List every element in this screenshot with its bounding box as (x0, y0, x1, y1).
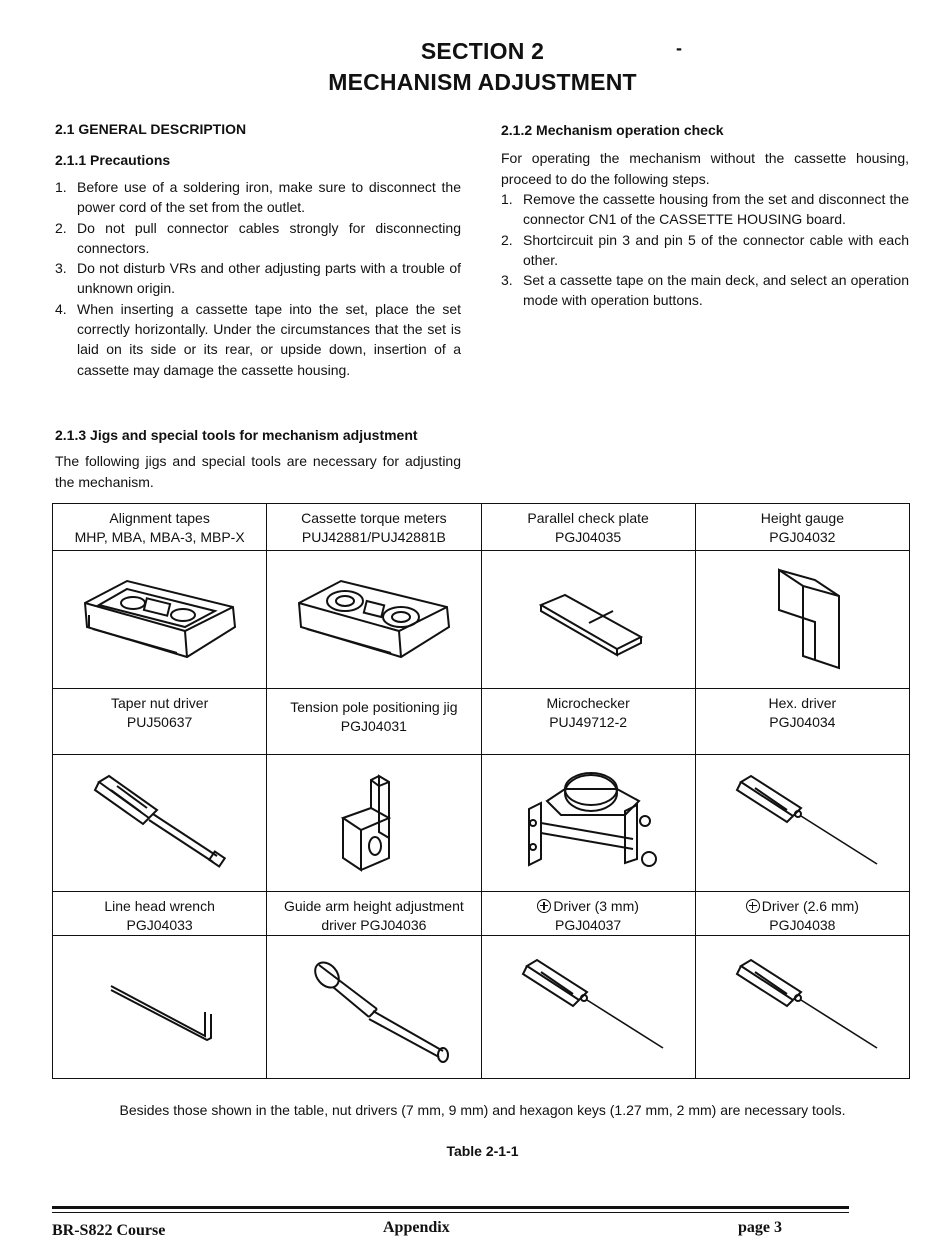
tool-image-cell (695, 551, 909, 689)
plus-circle-icon (746, 899, 760, 913)
tool-image-cell (481, 936, 695, 1079)
operation-check-heading: 2.1.2 Mechanism operation check (501, 122, 724, 138)
tool-image-cell (267, 936, 481, 1079)
footer-page-number: page 3 (738, 1219, 782, 1236)
footer-course: BR-S822 Course (52, 1222, 166, 1239)
tool-image-cell (267, 551, 481, 689)
footer-divider (52, 1206, 849, 1209)
torque-meter-icon (279, 565, 469, 675)
tool-label-cassette-torque-meters: Cassette torque meters PUJ42881/PUJ42881B (267, 504, 481, 551)
list-item: 2. Do not pull connector cables strongly for disconnecting connectors. (55, 219, 461, 256)
tools-table (52, 503, 910, 1079)
precautions-heading: 2.1.1 Precautions (55, 152, 171, 168)
tool-label-driver-3mm: Driver (3 mm) PGJ04037 (481, 892, 695, 936)
tool-image-cell (267, 755, 481, 892)
screwdriver-icon (707, 768, 897, 878)
tool-label-parallel-check-plate: Parallel check plate PGJ04035 (481, 504, 695, 551)
footer-section: Appendix (383, 1219, 450, 1236)
screwdriver-icon (707, 952, 897, 1062)
tool-image-cell (695, 936, 909, 1079)
tool-image-cell (53, 755, 267, 892)
tool-label-microchecker: Microchecker PUJ49712-2 (481, 689, 695, 755)
tool-image-cell (481, 551, 695, 689)
height-gauge-icon (707, 560, 897, 680)
list-item: 1. Before use of a soldering iron, make sure to disconnect the power cord of the set from the outlet. (55, 179, 461, 216)
tool-image-cell (53, 551, 267, 689)
plus-circle-icon (537, 899, 551, 913)
page-title: MECHANISM ADJUSTMENT (328, 69, 637, 95)
tool-label-guide-arm-driver: Guide arm height adjustment driver PGJ04036 (267, 892, 481, 936)
list-item: 3. Do not disturb VRs and other adjusting parts with a trouble of unknown origin. (55, 260, 461, 297)
tool-label-alignment-tapes: Alignment tapes MHP, MBA, MBA-3, MBP-X (53, 504, 267, 551)
tool-image-cell (481, 755, 695, 892)
guide-driver-icon (279, 947, 469, 1067)
hex-wrench-icon (65, 952, 255, 1062)
jigs-intro: The following jigs and special tools are necessary for adjusting the mechanism. (55, 453, 461, 490)
operation-intro: For operating the mechanism without the cassette housing, proceed to do the following steps. (501, 150, 909, 187)
footer-divider (52, 1212, 849, 1213)
general-description-heading: 2.1 GENERAL DESCRIPTION (55, 121, 247, 137)
list-item: 2. Shortcircuit pin 3 and pin 5 of the connector cable with each other. (501, 231, 909, 268)
cassette-icon (65, 565, 255, 675)
tool-label-hex-driver: Hex. driver PGJ04034 (695, 689, 909, 755)
table-caption: Table 2-1-1 (446, 1143, 519, 1159)
jigs-heading: 2.1.3 Jigs and special tools for mechanism adjustment (55, 427, 418, 443)
screwdriver-icon (493, 952, 683, 1062)
plate-icon (493, 565, 683, 675)
nut-driver-icon (65, 768, 255, 878)
tool-label-driver-2-6mm: Driver (2.6 mm) PGJ04038 (695, 892, 909, 936)
tool-label-height-gauge: Height gauge PGJ04032 (695, 504, 909, 551)
jig-icon (279, 768, 469, 878)
list-item: 3. Set a cassette tape on the main deck, and select an operation mode with operation buttons. (501, 272, 909, 309)
microchecker-icon (493, 763, 683, 883)
table-note: Besides those shown in the table, nut drivers (7 mm, 9 mm) and hexagon keys (1.27 mm, 2 mm) are necessary tools. (119, 1102, 846, 1118)
list-item: 1. Remove the cassette housing from the set and disconnect the connector CN1 of the CASSETTE HOUSING board. (501, 191, 909, 228)
tool-image-cell (53, 936, 267, 1079)
list-item: 4. When inserting a cassette tape into the set, place the set correctly horizontally. Under the circumstances that the set is laid on its side or its rear, or upside down, insertion of a cassette may damage the cassette housing. (55, 300, 461, 378)
tool-label-tension-pole-jig: Tension pole positioning jig PGJ04031 (267, 689, 481, 755)
operation-steps (501, 189, 909, 311)
precautions-list (55, 177, 461, 380)
section-heading: SECTION 2 (420, 38, 545, 64)
tool-label-line-head-wrench: Line head wrench PGJ04033 (53, 892, 267, 936)
tool-image-cell (695, 755, 909, 892)
stray-mark: - (676, 38, 682, 58)
tool-label-taper-nut-driver: Taper nut driver PUJ50637 (53, 689, 267, 755)
